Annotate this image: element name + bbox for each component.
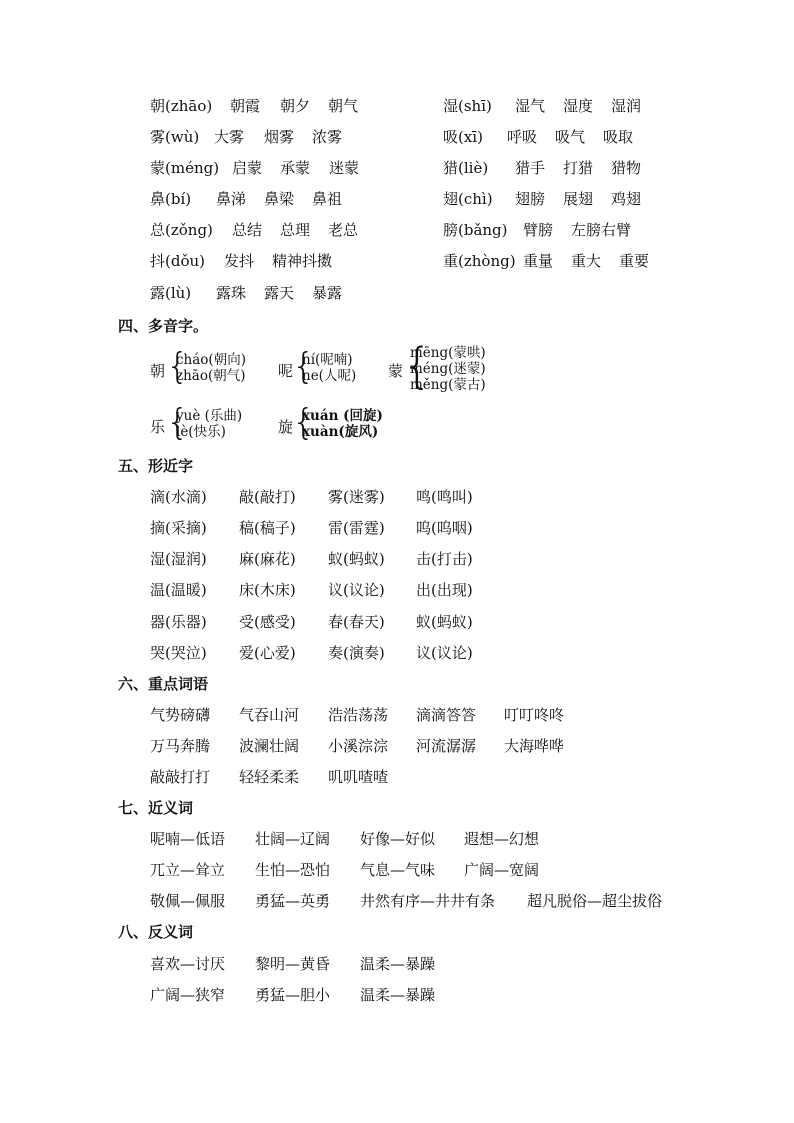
similar-char: 蚁(蚂蚁) — [328, 550, 385, 568]
vocab-word: 湿气 — [515, 97, 546, 115]
key-phrase: 万马奔腾 — [150, 737, 211, 755]
key-phrase: 河流潺潺 — [416, 737, 477, 755]
brace-icon: { — [166, 346, 189, 387]
key-phrase: 波澜壮阔 — [239, 737, 300, 755]
similar-char: 出(出现) — [416, 581, 473, 599]
vocab-headword: 湿(shī) — [443, 97, 492, 115]
similar-char: 滴(水滴) — [150, 488, 207, 506]
polyphone-group — [278, 348, 378, 390]
polyphone-group — [388, 338, 498, 396]
antonym-pair: 温柔—暴躁 — [360, 986, 436, 1004]
vocab-word: 老总 — [328, 221, 359, 239]
similar-char: 春(春天) — [328, 613, 385, 631]
key-phrase: 气势磅礴 — [150, 706, 211, 724]
vocab-word: 烟雾 — [264, 128, 295, 146]
key-phrase: 小溪淙淙 — [328, 737, 389, 755]
vocab-headword: 露(lù) — [150, 284, 192, 302]
vocab-word: 朝夕 — [280, 97, 311, 115]
vocab-word: 臂膀 — [523, 221, 554, 239]
polyphone-char: 乐 — [150, 418, 166, 436]
vocab-headword: 重(zhòng) — [443, 252, 516, 270]
vocab-word: 呼吸 — [507, 128, 538, 146]
section-heading: 八、反义词 — [118, 923, 194, 941]
similar-char: 稿(稿子) — [239, 519, 296, 537]
polyphone-group — [150, 348, 260, 390]
synonym-pair: 遐想—幻想 — [464, 830, 540, 848]
antonym-pair: 广阔—狭窄 — [150, 986, 226, 1004]
similar-char: 议(议论) — [328, 581, 385, 599]
vocab-word: 露天 — [264, 284, 295, 302]
vocab-word: 浓雾 — [312, 128, 343, 146]
similar-char: 击(打击) — [416, 550, 473, 568]
brace-icon: { — [402, 338, 433, 394]
polyphone-reading: měng(蒙古) — [410, 377, 486, 393]
synonym-pair: 兀立—耸立 — [150, 861, 226, 879]
vocab-word: 暴露 — [312, 284, 343, 302]
polyphone-char: 蒙 — [388, 362, 404, 380]
brace-icon: { — [292, 402, 315, 443]
similar-char: 雷(雷霆) — [328, 519, 385, 537]
polyphone-reading: cháo(朝向) — [176, 352, 246, 368]
key-phrase: 轻轻柔柔 — [239, 768, 300, 786]
synonym-pair: 广阔—宽阔 — [464, 861, 540, 879]
similar-char: 敲(敲打) — [239, 488, 296, 506]
vocab-headword: 抖(dǒu) — [150, 252, 205, 270]
vocab-word: 鼻涕 — [216, 190, 247, 208]
polyphone-reading: zhāo(朝气) — [176, 368, 246, 384]
vocab-word: 猎物 — [611, 159, 642, 177]
synonym-pair: 井然有序—井井有条 — [360, 892, 496, 910]
vocab-word: 湿度 — [563, 97, 594, 115]
vocab-word: 大雾 — [214, 128, 245, 146]
vocab-word: 鼻祖 — [312, 190, 343, 208]
vocab-word: 展翅 — [563, 190, 594, 208]
polyphone-reading: ne(人呢) — [302, 368, 357, 384]
polyphone-reading: mēng(蒙哄) — [410, 345, 486, 361]
vocab-word: 鼻梁 — [264, 190, 295, 208]
vocab-word: 承蒙 — [280, 159, 311, 177]
key-phrase: 敲敲打打 — [150, 768, 211, 786]
section-heading: 四、多音字。 — [118, 317, 209, 335]
vocab-word: 鸡翅 — [611, 190, 642, 208]
polyphone-group — [278, 404, 398, 446]
vocab-word: 启蒙 — [232, 159, 263, 177]
vocab-headword: 雾(wù) — [150, 128, 200, 146]
vocab-word: 迷蒙 — [329, 159, 360, 177]
similar-char: 鸣(鸣叫) — [416, 488, 473, 506]
synonym-pair: 气息—气味 — [360, 861, 436, 879]
vocab-headword: 朝(zhāo) — [150, 97, 213, 115]
similar-char: 床(木床) — [239, 581, 296, 599]
vocab-word: 左膀右臂 — [571, 221, 632, 239]
synonym-pair: 勇猛—英勇 — [255, 892, 331, 910]
vocab-headword: 猎(liè) — [443, 159, 489, 177]
polyphone-reading: yuè (乐曲) — [176, 408, 243, 424]
vocab-word: 总结 — [232, 221, 263, 239]
similar-char: 器(乐器) — [150, 613, 207, 631]
polyphone-reading: ní(呢喃) — [302, 352, 353, 368]
vocab-word: 总理 — [280, 221, 311, 239]
similar-char: 呜(呜咽) — [416, 519, 473, 537]
polyphone-char: 呢 — [278, 362, 294, 380]
vocab-word: 吸气 — [555, 128, 586, 146]
vocab-word: 翅膀 — [515, 190, 546, 208]
vocab-word: 重要 — [619, 252, 650, 270]
brace-icon: { — [292, 346, 315, 387]
similar-char: 温(温暖) — [150, 581, 207, 599]
synonym-pair: 超凡脱俗—超尘拔俗 — [527, 892, 663, 910]
section-heading: 五、形近字 — [118, 457, 194, 475]
key-phrase: 叮叮咚咚 — [504, 706, 565, 724]
key-phrase: 大海哗哗 — [504, 737, 565, 755]
similar-char: 蚁(蚂蚁) — [416, 613, 473, 631]
vocab-word: 吸取 — [603, 128, 634, 146]
polyphone-reading: méng(迷蒙) — [410, 361, 486, 377]
vocab-headword: 吸(xī) — [443, 128, 483, 146]
polyphone-reading: xuàn(旋风) — [302, 424, 379, 440]
antonym-pair: 黎明—黄昏 — [255, 955, 331, 973]
polyphone-char: 朝 — [150, 362, 166, 380]
vocab-headword: 膀(bǎng) — [443, 221, 508, 239]
vocab-word: 重大 — [571, 252, 602, 270]
vocab-word: 精神抖擞 — [272, 252, 333, 270]
key-phrase: 滴滴答答 — [416, 706, 477, 724]
polyphone-reading: xuán (回旋) — [302, 408, 383, 424]
vocab-word: 重量 — [523, 252, 554, 270]
antonym-pair: 温柔—暴躁 — [360, 955, 436, 973]
vocab-word: 露珠 — [216, 284, 247, 302]
vocab-word: 猎手 — [515, 159, 546, 177]
vocab-word: 发抖 — [224, 252, 255, 270]
similar-char: 奏(演奏) — [328, 644, 385, 662]
antonym-pair: 喜欢—讨厌 — [150, 955, 226, 973]
vocab-headword: 总(zǒng) — [150, 221, 213, 239]
brace-icon: { — [166, 402, 189, 443]
similar-char: 爱(心爱) — [239, 644, 296, 662]
vocab-headword: 蒙(méng) — [150, 159, 220, 177]
similar-char: 湿(湿润) — [150, 550, 207, 568]
key-phrase: 气吞山河 — [239, 706, 300, 724]
key-phrase: 叽叽喳喳 — [328, 768, 389, 786]
polyphone-char: 旋 — [278, 418, 294, 436]
similar-char: 哭(哭泣) — [150, 644, 207, 662]
section-heading: 七、近义词 — [118, 799, 194, 817]
section-heading: 六、重点词语 — [118, 675, 209, 693]
similar-char: 麻(麻花) — [239, 550, 296, 568]
key-phrase: 浩浩荡荡 — [328, 706, 389, 724]
antonym-pair: 勇猛—胆小 — [255, 986, 331, 1004]
similar-char: 议(议论) — [416, 644, 473, 662]
vocab-word: 湿润 — [611, 97, 642, 115]
similar-char: 受(感受) — [239, 613, 296, 631]
vocab-headword: 鼻(bí) — [150, 190, 192, 208]
polyphone-group — [150, 404, 270, 446]
synonym-pair: 呢喃—低语 — [150, 830, 226, 848]
vocab-word: 朝霞 — [230, 97, 261, 115]
synonym-pair: 壮阔—辽阔 — [255, 830, 331, 848]
vocab-word: 打猎 — [563, 159, 594, 177]
synonym-pair: 敬佩—佩服 — [150, 892, 226, 910]
similar-char: 雾(迷雾) — [328, 488, 385, 506]
vocab-word: 朝气 — [328, 97, 359, 115]
vocab-headword: 翅(chì) — [443, 190, 493, 208]
synonym-pair: 生怕—恐怕 — [255, 861, 331, 879]
similar-char: 摘(采摘) — [150, 519, 207, 537]
synonym-pair: 好像—好似 — [360, 830, 436, 848]
polyphone-reading: lè(快乐) — [176, 424, 226, 440]
